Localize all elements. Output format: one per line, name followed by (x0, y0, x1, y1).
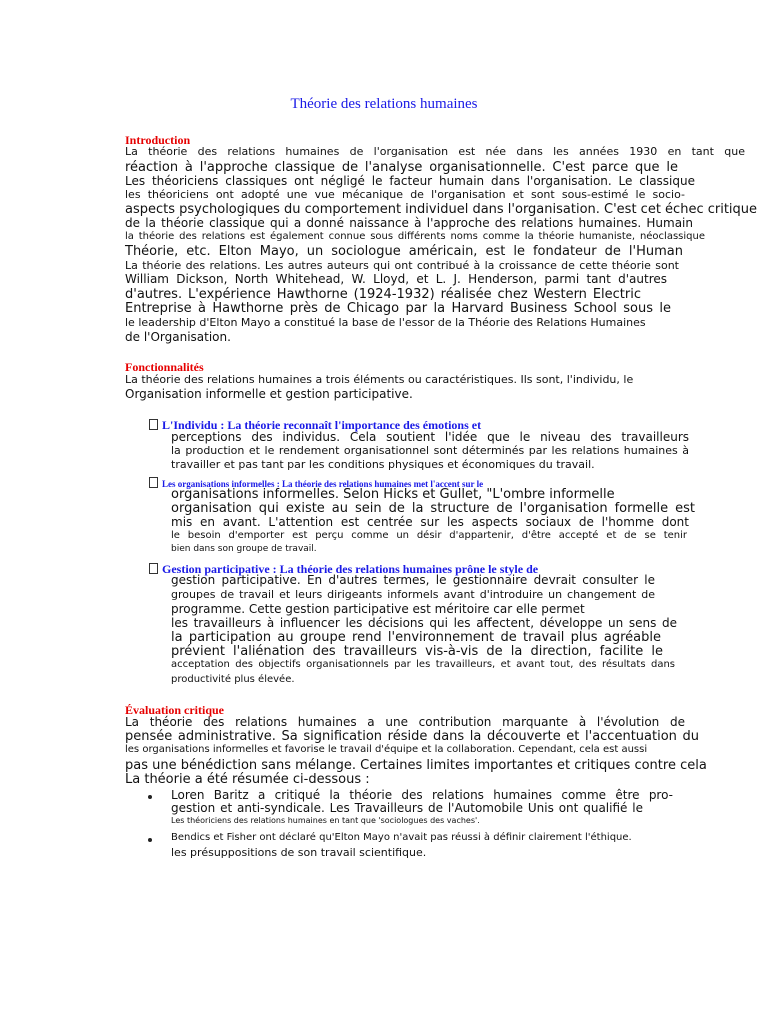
bullet-line: Bendics et Fisher ont déclaré qu'Elton Mayo n'avait pas réussi à définir clairement l'éthique. (171, 832, 632, 843)
introduction-heading: Introduction (125, 133, 191, 147)
informelles-line: bien dans son groupe de travail. (171, 544, 317, 554)
participative-line: prévient l'aliénation des travailleurs vis-à-vis de la direction, facilite le (171, 644, 663, 659)
intro-line: de l'Organisation. (125, 330, 231, 344)
participative-line: les travailleurs à influencer les décisions qui les affectent, développe un sens de (171, 616, 677, 630)
checkbox-glyph-icon (149, 419, 158, 430)
participative-line: productivité plus élevée. (171, 674, 295, 685)
informelles-line: mis en avant. L'attention est centrée sur les aspects sociaux de l'homme dont (171, 515, 689, 529)
intro-line: Les théoriciens classiques ont négligé le facteur humain dans l'organisation. Le classique (125, 174, 695, 188)
document-title: Théorie des relations humaines (290, 96, 478, 112)
participative-line: gestion participative. En d'autres termes, le gestionnaire devrait consulter le (171, 573, 655, 587)
evaluation-line: La théorie des relations humaines a une contribution marquante à l'évolution de (125, 715, 685, 729)
intro-line: le leadership d'Elton Mayo a constitué la base de l'essor de la Théorie des Relations Humaines (125, 316, 646, 329)
intro-line: La théorie des relations humaines de l'organisation est née dans les années 1930 en tant que (125, 145, 745, 158)
organisations-informelles-heading-text: Les organisations informelles : La théorie des relations humaines met l'accent sur le (162, 479, 484, 489)
checkbox-glyph-icon (149, 477, 158, 488)
bullet-line: gestion et anti-syndicale. Les Travailleurs de l'Automobile Unis ont qualifié le (171, 801, 643, 815)
bullet-line: Loren Baritz a critiqué la théorie des relations humaines comme être pro- (171, 788, 673, 802)
fonct-line: La théorie des relations humaines a trois éléments ou caractéristiques. Ils sont, l'individu, le (125, 373, 634, 386)
participative-line: acceptation des objectifs organisationnels par les travailleurs, et avant tout, des résultats dans (171, 659, 675, 670)
evaluation-heading: Évaluation critique (125, 703, 225, 717)
participative-line: groupes de travail et leurs dirigeants informels avant d'introduire un changement de (171, 588, 655, 601)
individu-heading-text: L'Individu : La théorie reconnaît l'importance des émotions et (162, 418, 482, 432)
intro-line: William Dickson, North Whitehead, W. Lloyd, et L. J. Henderson, parmi tant d'autres (125, 272, 667, 286)
fonctionnalites-heading: Fonctionnalités (125, 360, 204, 374)
intro-line: Entreprise à Hawthorne près de Chicago par la Harvard Business School sous le (125, 301, 671, 316)
informelles-line: organisations informelles. Selon Hicks et Gullet, "L'ombre informelle (171, 487, 615, 502)
participative-line: programme. Cette gestion participative est méritoire car elle permet (171, 602, 585, 616)
intro-line: Théorie, etc. Elton Mayo, un sociologue américain, est le fondateur de l'Human (125, 244, 683, 259)
gestion-participative-heading-text: Gestion participative : La théorie des relations humaines prône le style de (162, 562, 539, 576)
evaluation-line: pas une bénédiction sans mélange. Certaines limites importantes et critiques contre cela (125, 758, 707, 773)
intro-line: aspects psychologiques du comportement individuel dans l'organisation. C'est cet échec critique (125, 202, 758, 217)
informelles-line: le besoin d'emporter est perçu comme un désir d'appartenir, d'être accepté et de se tenir (171, 530, 687, 541)
bullet-icon (148, 795, 152, 799)
participative-line: la participation au groupe rend l'environnement de travail plus agréable (171, 630, 661, 645)
intro-line: la théorie des relations est également connue sous différents noms comme la théorie humaniste, néoclassique (125, 231, 705, 242)
intro-line: de la théorie classique qui a donné naissance à l'approche des relations humaines. Humain (125, 216, 693, 230)
evaluation-line: La théorie a été résumée ci-dessous : (125, 772, 370, 787)
evaluation-line: pensée administrative. Sa signification réside dans la découverte et l'accentuation du (125, 729, 699, 744)
intro-line: réaction à l'approche classique de l'analyse organisationnelle. C'est parce que le (125, 160, 678, 175)
bullet-icon (148, 838, 152, 842)
bullet-line: Les théoriciens des relations humaines en tant que 'sociologues des vaches'. (171, 816, 480, 825)
bullet-line: les présuppositions de son travail scientifique. (171, 846, 427, 859)
individu-line: perceptions des individus. Cela soutient l'idée que le niveau des travailleurs (171, 430, 689, 444)
intro-line: d'autres. L'expérience Hawthorne (1924-1932) réalisée chez Western Electric (125, 287, 641, 302)
evaluation-line: les organisations informelles et favorise le travail d'équipe et la collaboration. Cependant, cela est aussi (125, 744, 648, 755)
checkbox-glyph-icon (149, 563, 158, 574)
informelles-line: organisation qui existe au sein de la structure de l'organisation formelle est (171, 501, 695, 516)
intro-line: La théorie des relations. Les autres auteurs qui ont contribué à la croissance de cette théorie sont (125, 259, 679, 272)
intro-line: les théoriciens ont adopté une vue mécanique de l'organisation et sont sous-estimé le socio- (125, 188, 685, 201)
individu-line: travailler et pas tant par les conditions physiques et économiques du travail. (171, 458, 595, 471)
fonct-line: Organisation informelle et gestion participative. (125, 387, 413, 401)
individu-line: la production et le rendement organisationnel sont déterminés par les relations humaines à (171, 444, 689, 457)
